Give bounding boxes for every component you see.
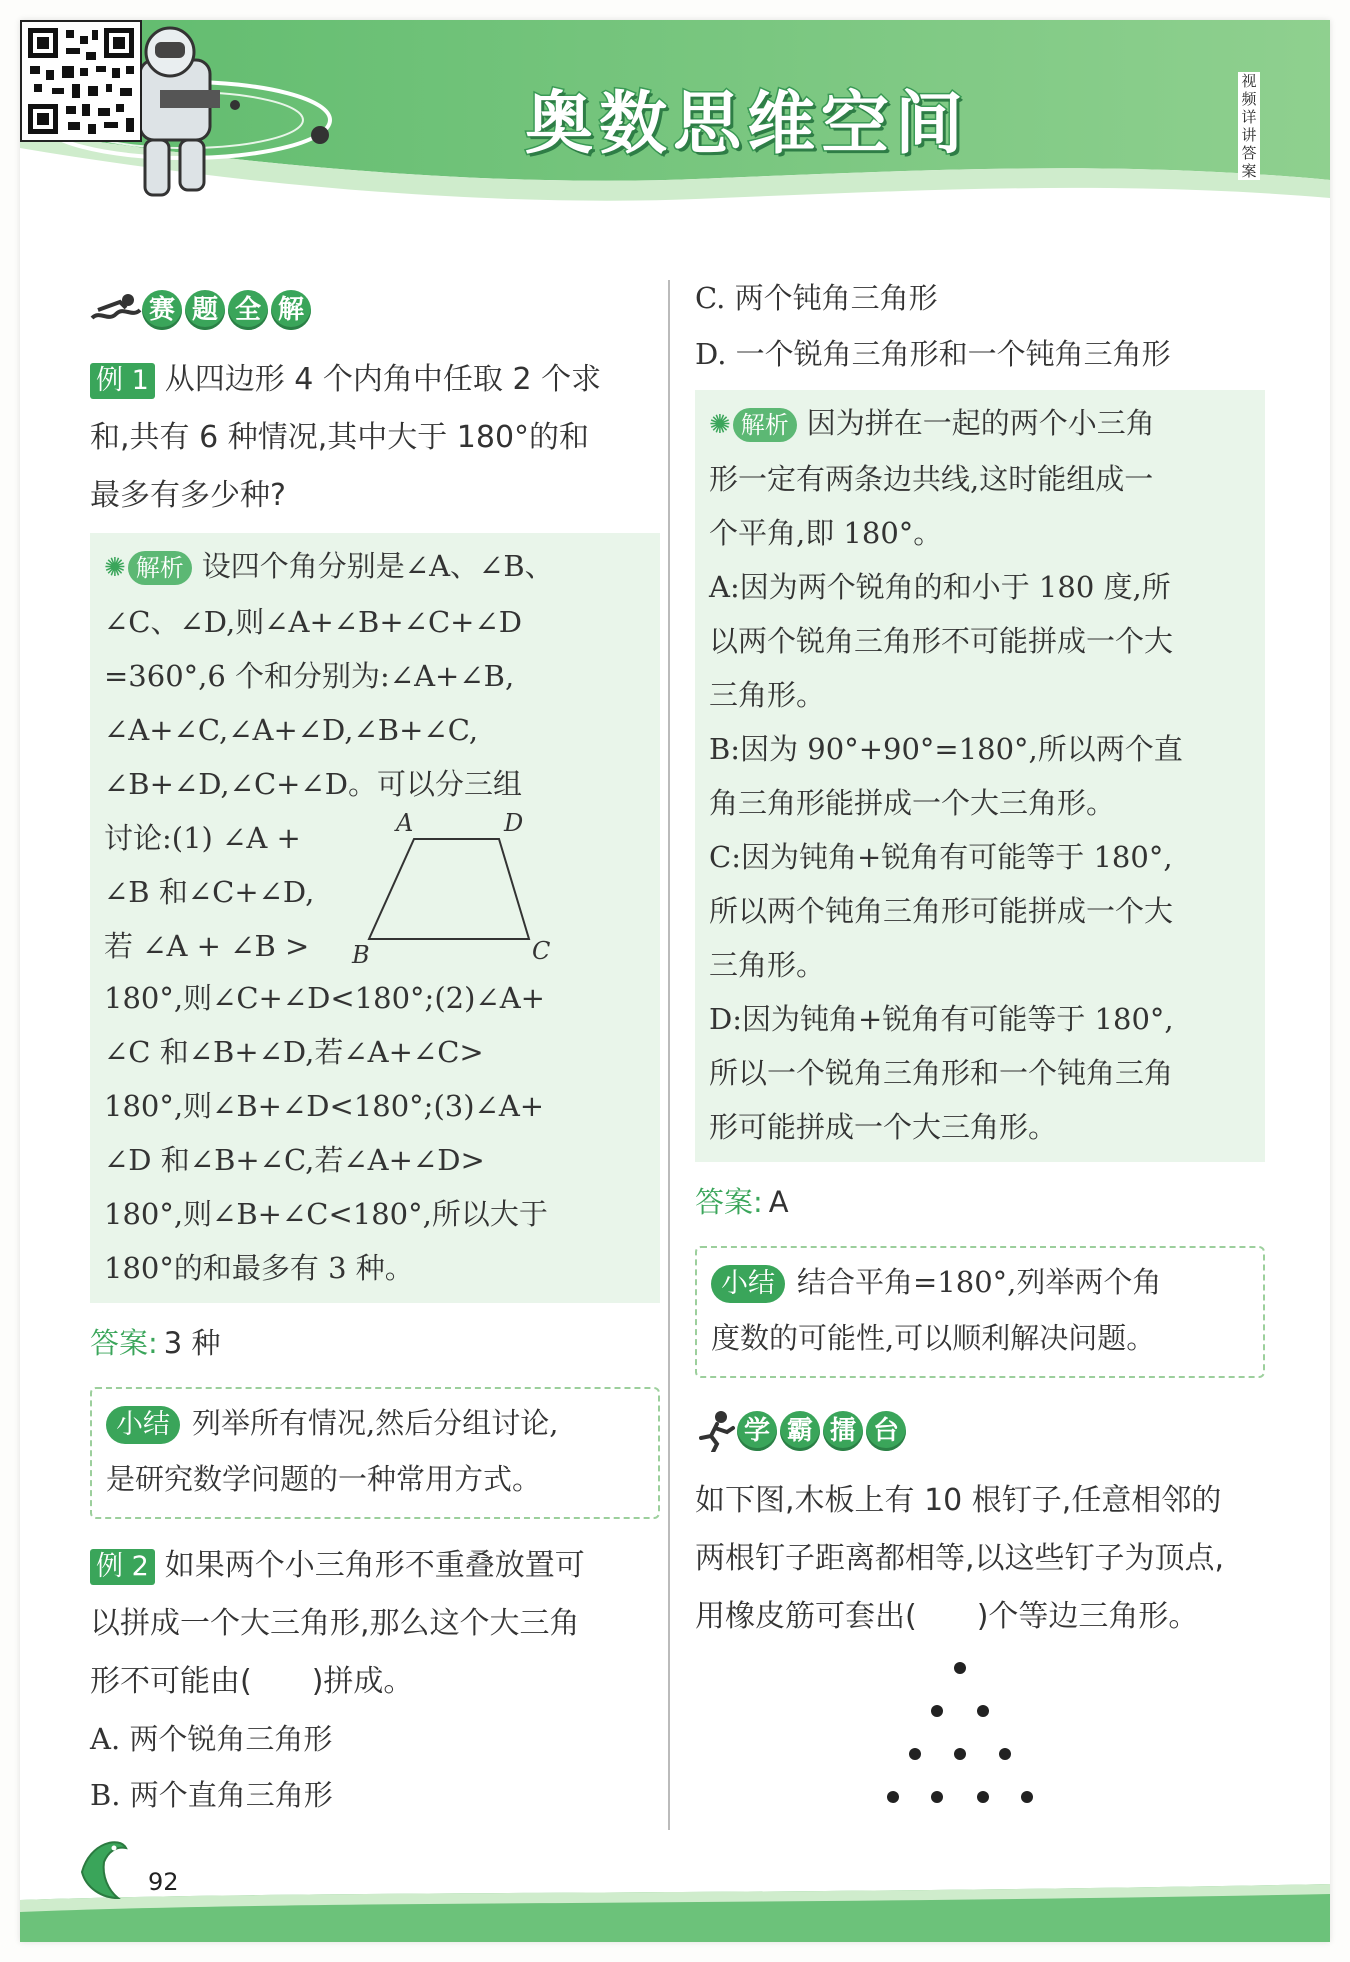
nail-dot (1021, 1791, 1033, 1803)
section-char: 台 (866, 1411, 906, 1451)
analysis-text: ∠C 和∠B+∠D,若∠A+∠C> (104, 1035, 484, 1069)
analysis-text: 若 ∠A + ∠B > (104, 929, 310, 963)
analysis-text: 180°,则∠B+∠D<180°;(3)∠A+ (104, 1089, 545, 1123)
left-column (90, 275, 660, 1823)
qr-code[interactable] (20, 20, 142, 142)
example-text: 最多有多少种? (90, 478, 286, 513)
page-title: 奥数思维空间 (525, 85, 970, 164)
option-b: B. 两个直角三角形 (90, 1778, 333, 1812)
vertex-label-a: A (396, 809, 414, 837)
answer-value: 3 种 (163, 1326, 221, 1360)
summary-tag: 小结 (106, 1406, 180, 1444)
analysis-2 (695, 390, 1265, 1162)
answer-2 (695, 1172, 1265, 1232)
analysis-text: 个平角,即 180°。 (709, 516, 943, 550)
summary-1 (90, 1387, 660, 1519)
header-banner (20, 20, 1330, 270)
nail-dot (931, 1791, 943, 1803)
analysis-text: D:因为钝角+锐角有可能等于 180°, (709, 1002, 1174, 1036)
section-char: 全 (228, 290, 268, 330)
analysis-text: 角三角形能拼成一个大三角形。 (709, 786, 1116, 820)
nail-dot (977, 1705, 989, 1717)
summary-text: 是研究数学问题的一种常用方式。 (106, 1462, 542, 1496)
section-char: 擂 (823, 1411, 863, 1451)
analysis-text: 设四个角分别是∠A、∠B、 (201, 549, 554, 583)
runner-icon (695, 1410, 737, 1452)
example-text: 形不可能由( )拼成。 (90, 1664, 414, 1699)
nail-dot (954, 1662, 966, 1674)
section-char: 赛 (142, 290, 182, 330)
analysis-text: ∠B+∠D,∠C+∠D。可以分三组 (104, 767, 522, 801)
vertex-label-c: C (532, 937, 551, 965)
section-header-contest (90, 275, 660, 345)
section-header-challenge (695, 1396, 1265, 1466)
answer-label: 答案: (695, 1185, 763, 1219)
vertex-label-d: D (504, 809, 524, 837)
analysis-tag: 解析 (128, 551, 192, 585)
example-1 (90, 351, 660, 525)
analysis-text: 所以两个钝角三角形可能拼成一个大 (709, 894, 1174, 928)
summary-text: 结合平角=180°,列举两个角 (797, 1265, 1162, 1299)
analysis-text: ∠A+∠C,∠A+∠D,∠B+∠C, (104, 713, 479, 747)
analysis-text: B:因为 90°+90°=180°,所以两个直 (709, 732, 1183, 766)
option-c: C. 两个钝角三角形 (695, 281, 938, 315)
example-text: 和,共有 6 种情况,其中大于 180°的和 (90, 420, 590, 455)
nail-dot (954, 1748, 966, 1760)
qr-label: 视频详讲答案 (1238, 72, 1260, 180)
footer-wave (20, 1860, 1330, 1942)
analysis-text: 三角形。 (709, 948, 826, 982)
trapezoid-figure (344, 799, 554, 969)
analysis-text: 所以一个锐角三角形和一个钝角三角 (709, 1056, 1174, 1090)
analysis-text: A:因为两个锐角的和小于 180 度,所 (709, 570, 1171, 604)
answer-value: A (768, 1185, 789, 1219)
summary-2 (695, 1246, 1265, 1378)
answer-label: 答案: (90, 1326, 158, 1360)
dolphin-icon (72, 1832, 132, 1912)
analysis-text: 形一定有两条边共线,这时能组成一 (709, 462, 1154, 496)
analysis-text: 以两个锐角三角形不可能拼成一个大 (709, 624, 1174, 658)
page-number: 92 (148, 1868, 179, 1896)
summary-tag: 小结 (711, 1265, 785, 1303)
analysis-text: ∠C、∠D,则∠A+∠B+∠C+∠D (104, 605, 523, 639)
analysis-text: ∠D 和∠B+∠C,若∠A+∠D> (104, 1143, 485, 1177)
swimmer-icon (90, 292, 142, 328)
analysis-text: 三角形。 (709, 678, 826, 712)
analysis-text: 讨论:(1) ∠A + (104, 821, 301, 855)
analysis-text: 因为拼在一起的两个小三角 (806, 406, 1155, 440)
summary-text: 度数的可能性,可以顺利解决问题。 (711, 1321, 1156, 1355)
nail-dot (999, 1748, 1011, 1760)
example-tag: 例 1 (90, 363, 155, 399)
analysis-text: 180°,则∠C+∠D<180°;(2)∠A+ (104, 981, 545, 1015)
analysis-text: 180°,则∠B+∠C<180°,所以大于 (104, 1197, 548, 1231)
nail-grid-figure (825, 1656, 1125, 1836)
example-2 (90, 1537, 660, 1711)
nail-dot (931, 1705, 943, 1717)
lightbulb-icon: ✺ (104, 553, 126, 583)
lightbulb-icon: ✺ (709, 410, 731, 440)
nail-dot (887, 1791, 899, 1803)
vertex-label-b: B (352, 941, 370, 969)
analysis-text: C:因为钝角+锐角有可能等于 180°, (709, 840, 1173, 874)
summary-text: 列举所有情况,然后分组讨论, (192, 1406, 559, 1440)
option-d: D. 一个锐角三角形和一个钝角三角形 (695, 337, 1171, 371)
page (20, 20, 1330, 1942)
example-tag: 例 2 (90, 1549, 155, 1585)
example-text: 从四边形 4 个内角中任取 2 个求 (164, 362, 602, 397)
nail-dot (977, 1791, 989, 1803)
analysis-tag: 解析 (733, 408, 797, 442)
nail-dot (909, 1748, 921, 1760)
option-a: A. 两个锐角三角形 (90, 1722, 333, 1756)
section-char: 解 (271, 290, 311, 330)
analysis-text: 180°的和最多有 3 种。 (104, 1251, 414, 1285)
analysis-text: 形可能拼成一个大三角形。 (709, 1110, 1058, 1144)
column-divider (668, 280, 670, 1830)
analysis-text: =360°,6 个和分别为:∠A+∠B, (104, 659, 515, 693)
section-char: 霸 (780, 1411, 820, 1451)
right-column (695, 270, 1265, 1855)
trapezoid-block (104, 811, 642, 971)
section-char: 学 (737, 1411, 777, 1451)
analysis-text: ∠B 和∠C+∠D, (104, 875, 315, 909)
problem-text: 如下图,木板上有 10 根钉子,任意相邻的 (695, 1483, 1222, 1518)
section-char: 题 (185, 290, 225, 330)
problem-text: 用橡皮筋可套出( )个等边三角形。 (695, 1599, 1199, 1634)
example-text: 以拼成一个大三角形,那么这个大三角 (90, 1606, 580, 1641)
answer-1 (90, 1313, 660, 1373)
analysis-1 (90, 533, 660, 1303)
example-text: 如果两个小三角形不重叠放置可 (164, 1548, 585, 1583)
problem-text: 两根钉子距离都相等,以这些钉子为顶点, (695, 1541, 1225, 1576)
challenge-problem (695, 1472, 1265, 1646)
